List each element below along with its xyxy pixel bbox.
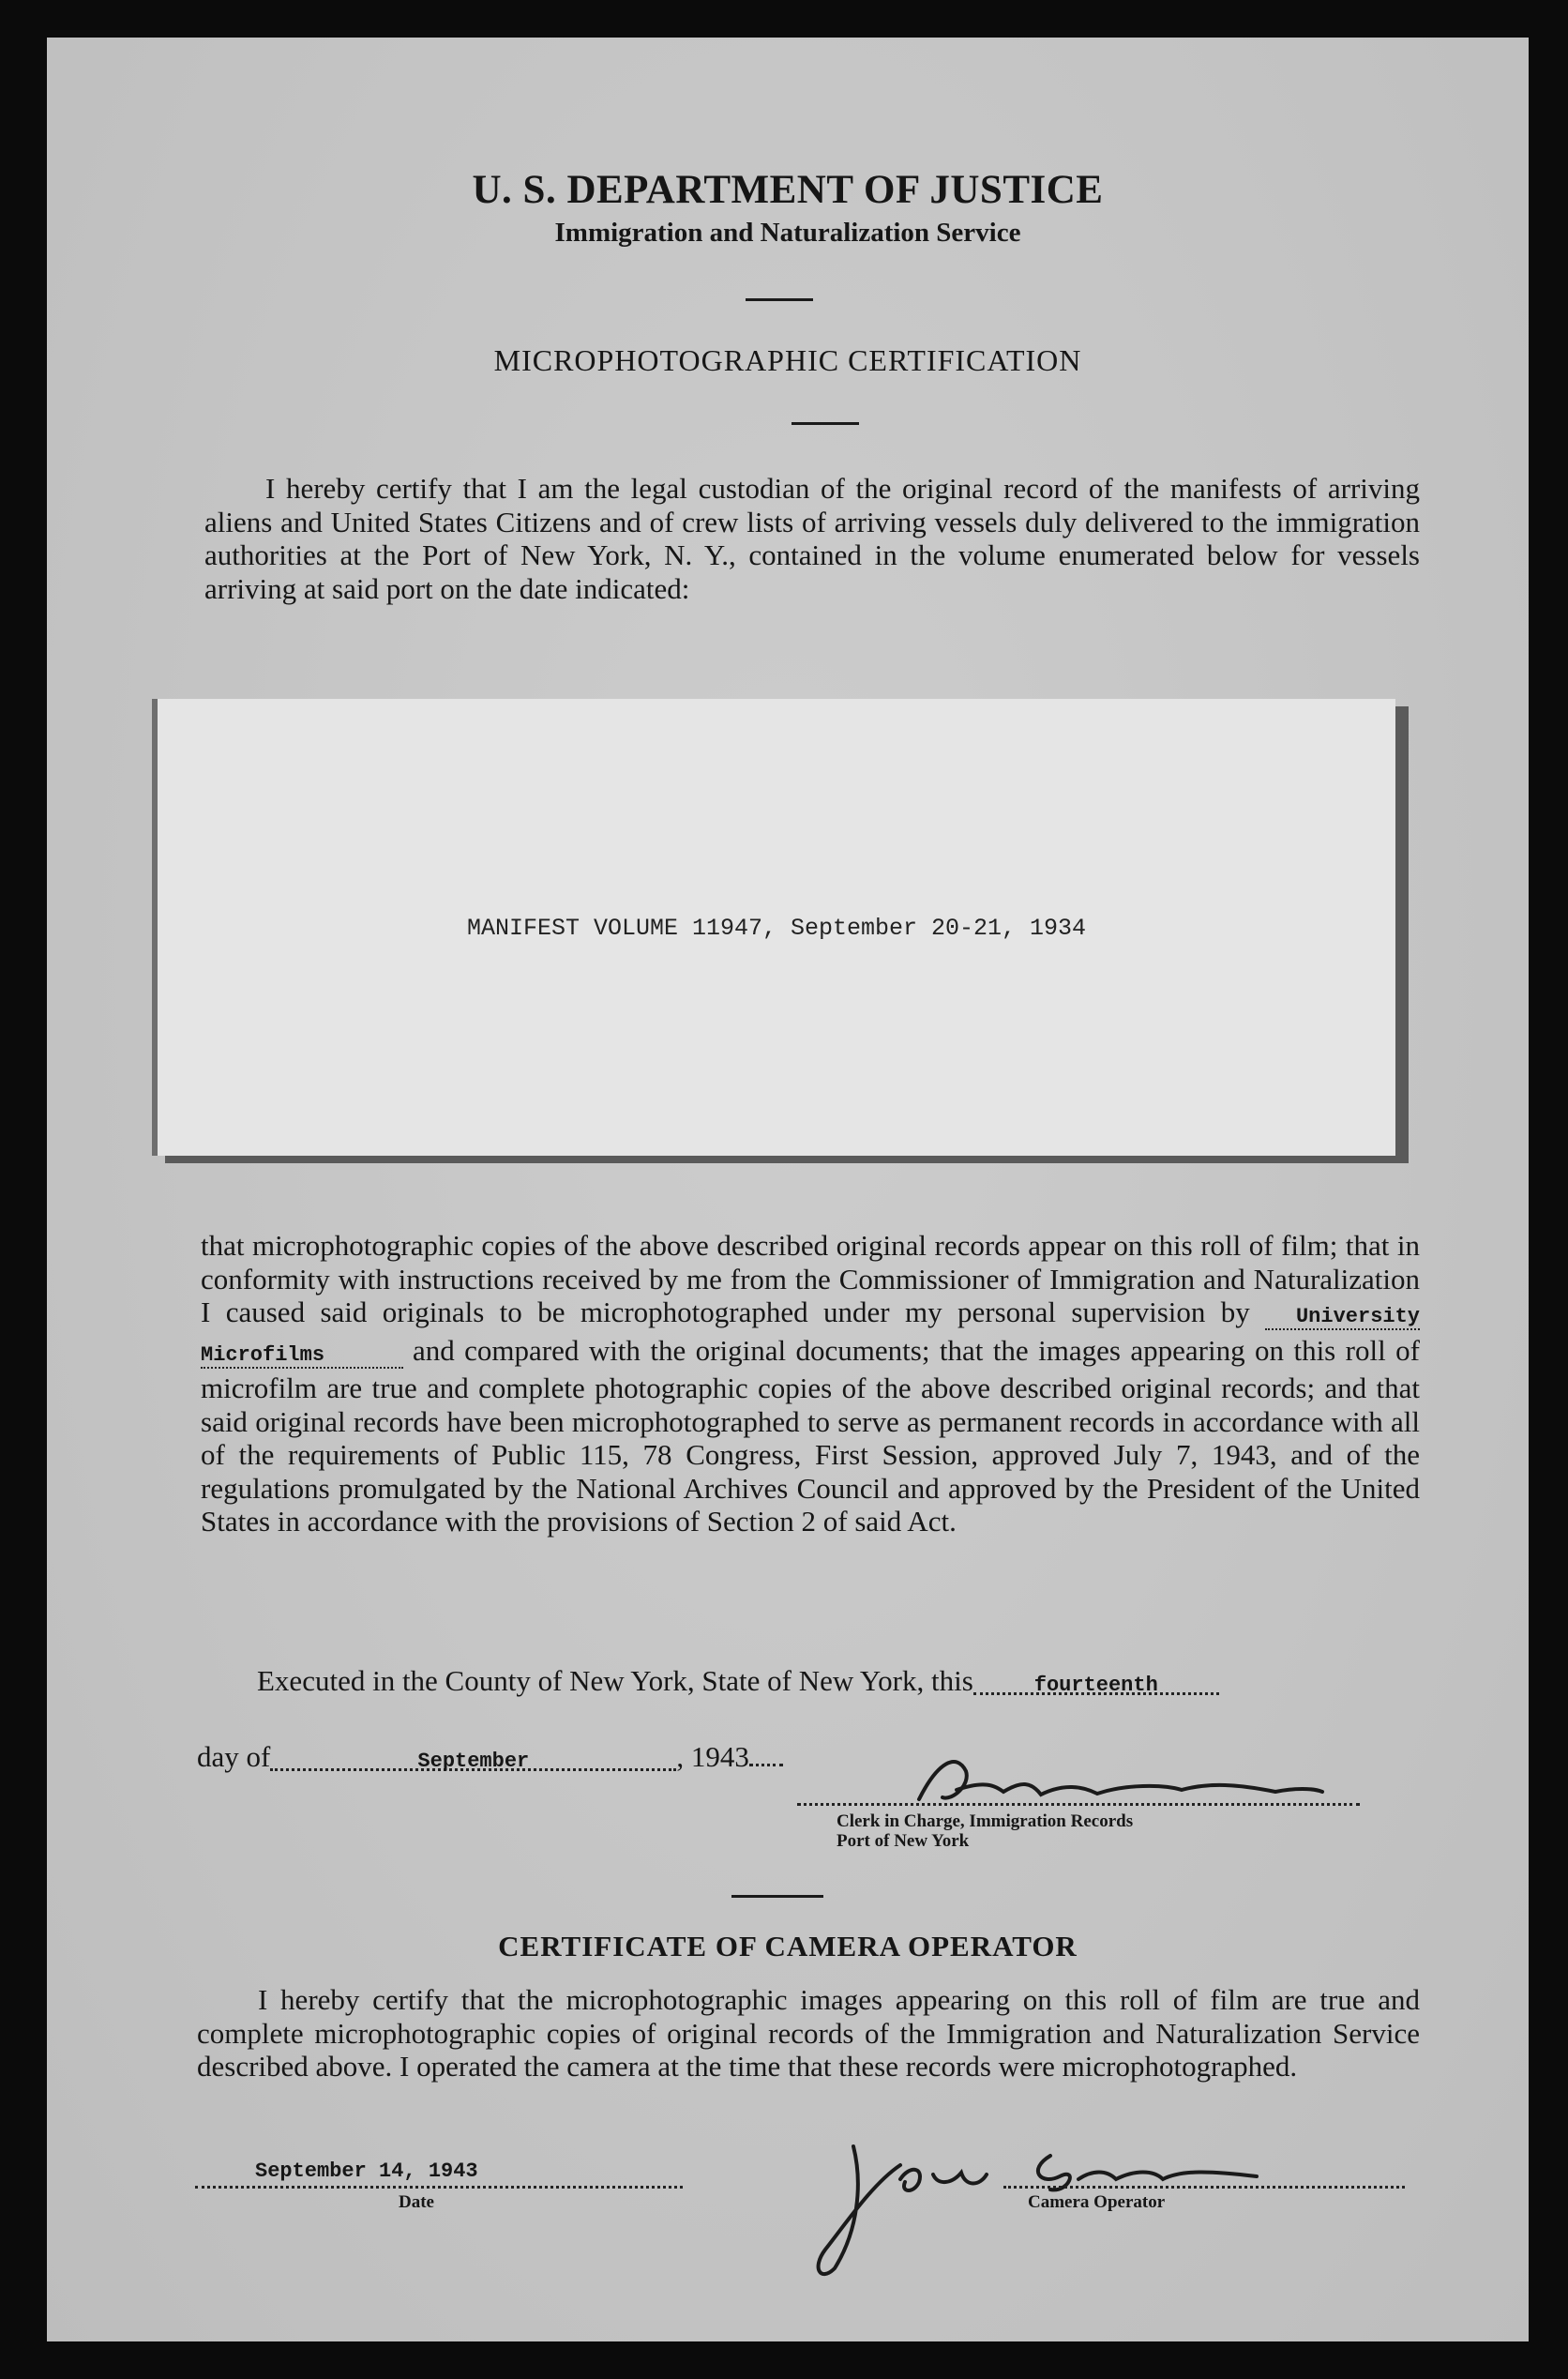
day-of-label: day of (197, 1740, 271, 1773)
department-heading: U. S. DEPARTMENT OF JUSTICE (472, 168, 1104, 212)
month-value: September (417, 1750, 530, 1773)
year-prefix: , 194 (676, 1740, 735, 1773)
execution-text: Executed in the County of New York, State of New York, this (257, 1664, 973, 1697)
clerk-signature (900, 1743, 1332, 1818)
body-part-2: and compared with the original documents; that the images appearing on this roll of microfilm are true and complete photographic copies of the above described original records; and that said original records have been microphotographed to serve as permanent records in accordance with all of the requirements of Public 115, 78 Congress, First Session, approved July 7, 1943, and of the regulations promulgated by the National Archives Council and approved by the President of the United States in accordance with the provisions of Section 2 of said Act. (201, 1333, 1420, 1538)
date-value: September 14, 1943 (255, 2159, 478, 2183)
day-of-line (197, 1735, 783, 1774)
clerk-title (837, 1811, 1133, 1851)
date-label: Date (399, 2192, 434, 2212)
manifest-volume-label: MANIFEST VOLUME 11947, September 20-21, 1934 (466, 915, 1087, 942)
supervisor-value: University Microfilms (201, 1305, 1421, 1367)
divider (746, 298, 813, 301)
camera-operator-statement: I hereby certify that the microphotographic images appearing on this roll of film are true and complete microphotographic copies of original records of the Immigration and Naturalization Service described above. I operated the camera at the time that these records were microphotographed. (197, 1983, 1420, 2083)
manifest-label-card (152, 699, 1395, 1156)
clerk-title-line-1: Clerk in Charge, Immigration Records (837, 1811, 1134, 1831)
certificate-sheet (47, 38, 1529, 2341)
day-field (973, 1664, 1219, 1695)
execution-line (257, 1664, 1219, 1698)
service-subheading: Immigration and Naturalization Service (554, 218, 1021, 248)
body-part-1: that microphotographic copies of the above described original records appear on this roll of film; that in conformity with instructions received by me from the Commissioner of Immigration and Naturalization I caused said originals to be microphotographed under my personal supervision by (201, 1229, 1420, 1328)
year-digit: 3 (734, 1740, 749, 1773)
certification-intro: I hereby certify that I am the legal custodian of the original record of the manifests of arriving aliens and United States Citizens and of crew lists of arriving vessels duly delivered to the immigration authorities at the Port of New York, N. Y., contained in the volume enumerated below for vessels arriving at said port on the date indicated: (204, 472, 1420, 605)
year-trailing-dots (749, 1735, 783, 1766)
divider (792, 422, 859, 425)
operator-signature-line (1003, 2186, 1405, 2189)
operator-signature (769, 2128, 1275, 2287)
certification-title: MICROPHOTOGRAPHIC CERTIFICATION (493, 343, 1082, 377)
day-value: fourteenth (1033, 1674, 1158, 1697)
clerk-title-line-2: Port of New York (837, 1831, 970, 1851)
divider (731, 1895, 823, 1898)
month-field (270, 1740, 676, 1771)
clerk-signature-line (797, 1803, 1360, 1806)
certification-body (201, 1229, 1420, 1538)
camera-operator-label: Camera Operator (1028, 2192, 1166, 2212)
date-line (195, 2186, 683, 2189)
camera-operator-heading: CERTIFICATE OF CAMERA OPERATOR (498, 1930, 1078, 1962)
